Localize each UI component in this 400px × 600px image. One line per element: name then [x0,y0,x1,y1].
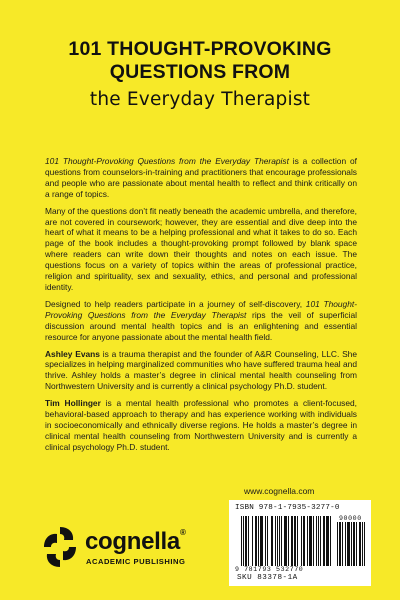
publisher-website: www.cognella.com [244,486,315,496]
author-bio-text: is a trauma therapist and the founder of A&R Counseling, LLC. She specializes in helping marginalized communities who have suffered trauma heal and thrive. Ashley holds a master’s degree in clinical mental health counseling from Northwestern University and is currently a clinical psychology Ph.D. student. [45,348,357,392]
title-line-3: the Everyday Therapist [89,89,311,110]
barcode-bar [337,522,338,566]
barcode-bar [255,516,257,566]
barcode-bar [316,516,317,566]
barcode-bar [260,516,263,566]
barcode-bar [297,516,298,566]
description-paragraph-3 [45,299,357,343]
ean-barcode [241,516,331,566]
barcode-bar [318,516,319,566]
description-text: is a collection of questions from counselors-in-training and practitioners that encourage professionals and people who are passionate about mental health to reflect and think critically on a range of topics. [45,156,357,199]
barcode-bar [291,516,293,566]
barcode-bar [241,516,242,566]
barcode-bar [301,516,302,566]
barcode-bar [326,516,329,566]
barcode-bar [271,516,273,566]
barcode-digits: 9 781793 532770 [235,566,304,573]
book-title [0,38,400,110]
barcode-bar [245,516,247,566]
barcode-bar [353,522,355,566]
barcode-bar [284,516,287,566]
barcode-bar [342,522,343,566]
registered-mark: ® [179,528,186,537]
barcode-bar [323,516,325,566]
title-line-2: QUESTIONS FROM [109,61,291,83]
barcode-bar [277,516,278,566]
publisher-name: cognella® [85,528,186,555]
author-name: Ashley Evans [45,348,100,359]
cognella-pinwheel-logo-icon [40,523,80,571]
author-bio-text: is a mental health professional who promotes a client-focused, behavioral-based approach to therapy and has experience working with individuals in socioeconomically and ethnically diverse regions. He holds a master’s degree in clinical mental health counseling from Northwestern University and is currently a clinical psychology Ph.D. student. [45,398,357,452]
barcode-bar [330,516,331,566]
description-text: rips the veil of superficial discussion around mental health topics and is an enlightening and essential resource for anyone passionate about the mental health field. [45,309,357,342]
publisher-logo [40,523,220,573]
barcode-bar [320,516,321,566]
barcode-bar [267,516,268,566]
barcode-bar [279,516,280,566]
barcode-bar [356,522,357,566]
barcode-bar [339,522,341,566]
author-bio-tim-hollinger [45,398,357,453]
barcode-box [229,500,371,586]
barcode-bar [362,522,363,566]
barcode-bar [248,516,249,566]
book-title-italic: 101 Thought-Provoking Questions from the Everyday Therapist [45,156,289,166]
author-bio-ashley-evans [45,349,357,393]
back-cover-text [45,156,357,459]
barcode-bar [265,516,266,566]
price-code: 90000 [339,515,362,522]
barcode-bar [313,516,314,566]
sku-label: SKU 83378-1A [237,574,298,582]
publisher-subtitle: ACADEMIC PUBLISHING [86,557,186,566]
isbn-label: ISBN 978-1-7935-3277-0 [235,504,340,512]
barcode-bar [303,516,305,566]
price-addon-barcode [337,522,365,566]
barcode-bar [294,516,296,566]
barcode-bar [252,516,253,566]
barcode-bar [281,516,282,566]
description-paragraph-2: Many of the questions don’t fit neatly beneath the academic umbrella, and therefore, are not covered in coursework; however, they are essential and dive deep into the heart of what it means to be a helping professional and what it takes to do so. Each page of the book includes a thought-provoking prompt followed by blank space where readers can write down their thoughts and notes on each issue. The questions focus on a variety of topics within the areas of professional practice, religion and spirituality, sex and sexuality, ethics, and personal and professional identity. [45,205,357,292]
barcode-bar [347,522,350,566]
barcode-bar [275,516,276,566]
barcode-bar [364,522,365,566]
description-paragraph-1 [45,156,357,200]
barcode-bar [307,516,308,566]
book-title-italic: 101 Thought-Provoking Questions from the Everyday Therapist [45,298,357,320]
barcode-bar [288,516,289,566]
barcode-bar [359,522,361,566]
barcode-bar [309,516,312,566]
barcode-bar [243,516,244,566]
barcode-bar [345,522,346,566]
description-text: Designed to help readers participate in a journey of self-discovery, [45,298,306,309]
barcode-bar [258,516,259,566]
title-line-1: 101 THOUGHT-PROVOKING [68,38,332,60]
author-name: Tim Hollinger [45,398,101,409]
barcode-bar [351,522,352,566]
